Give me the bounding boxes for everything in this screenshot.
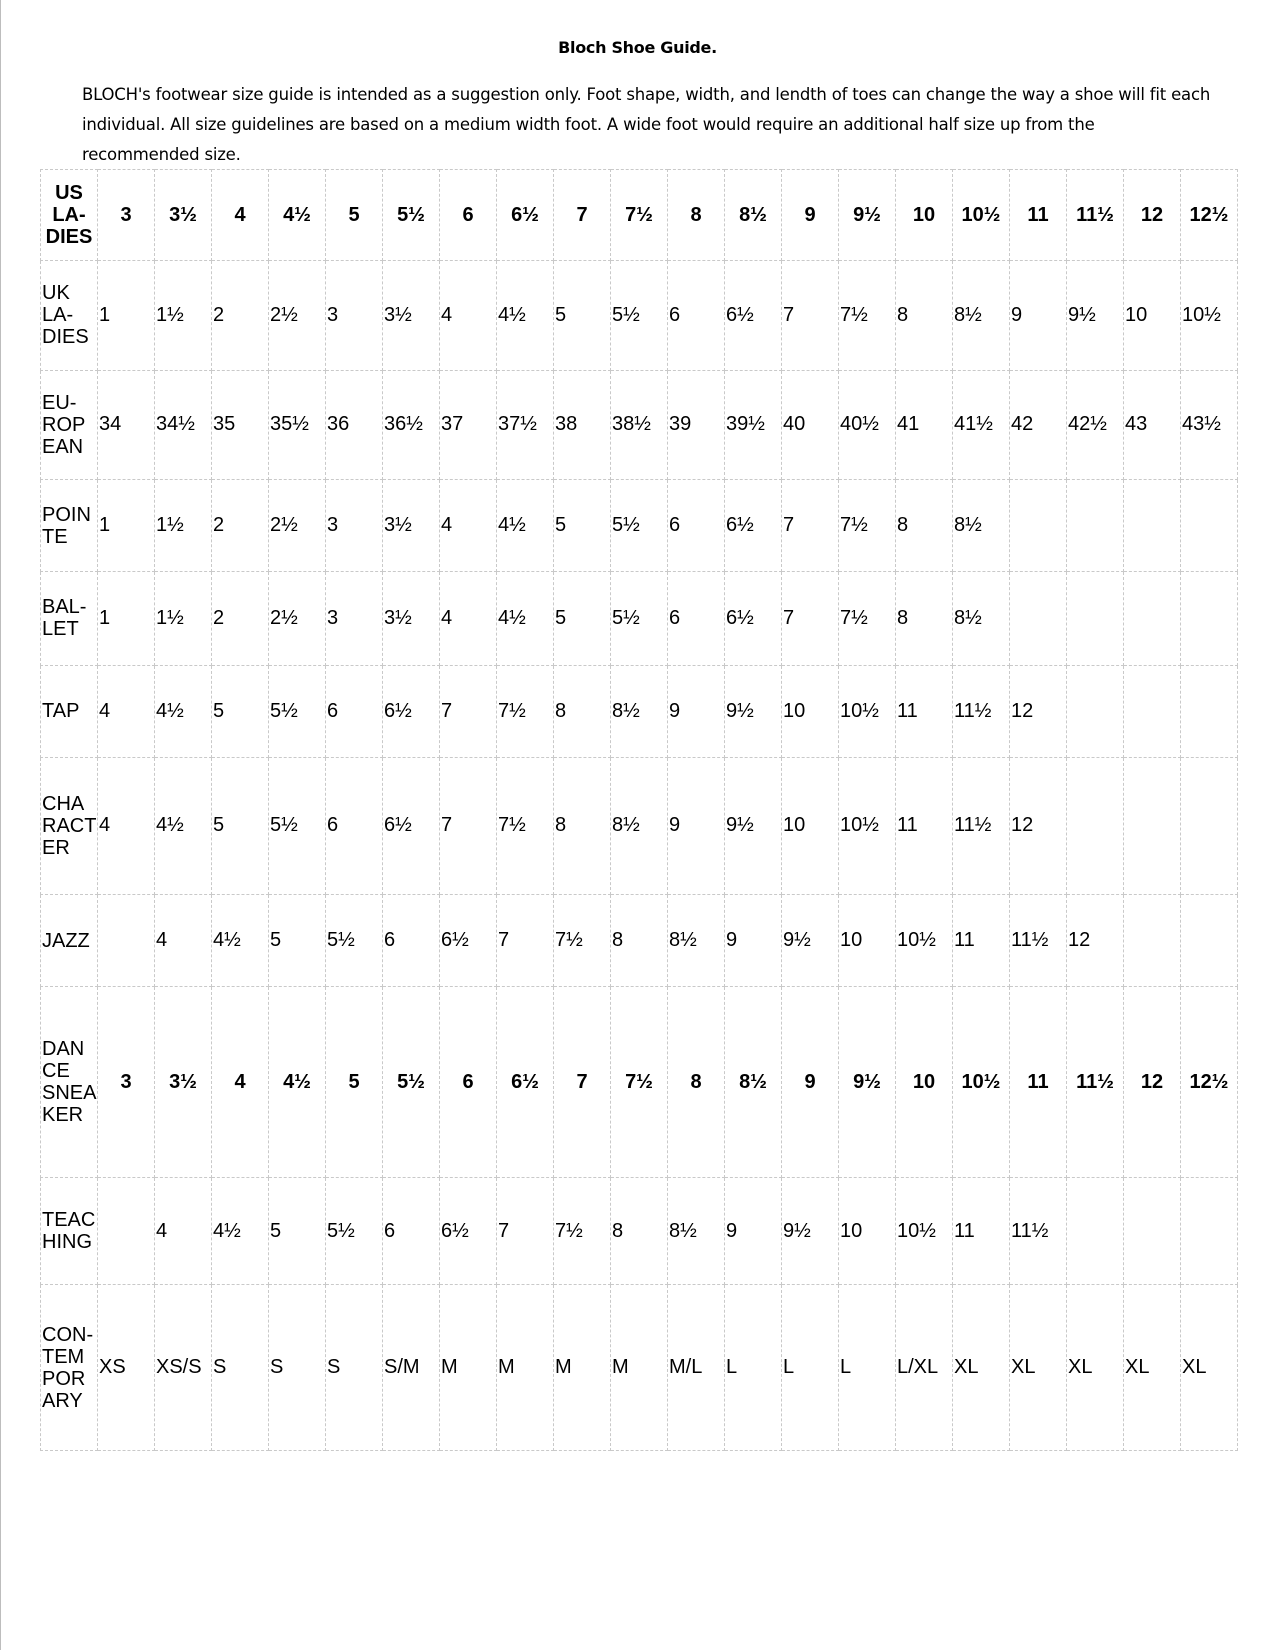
size-cell — [1124, 665, 1181, 757]
size-cell: 4 — [212, 170, 269, 261]
size-cell: 4½ — [155, 665, 212, 757]
size-cell: M/L — [668, 1285, 725, 1451]
size-cell — [1124, 1178, 1181, 1285]
size-cell: 10 — [782, 665, 839, 757]
size-cell: 6 — [440, 987, 497, 1178]
size-cell: 3 — [326, 479, 383, 571]
row-label: TEAC HING — [41, 1178, 98, 1285]
table-row — [41, 665, 1238, 757]
size-cell: 4½ — [212, 1178, 269, 1285]
size-cell: 8½ — [668, 895, 725, 987]
size-cell — [1124, 895, 1181, 987]
size-cell: 40½ — [839, 370, 896, 479]
size-cell: 9½ — [782, 895, 839, 987]
size-cell: XL — [1067, 1285, 1124, 1451]
size-cell: 34½ — [155, 370, 212, 479]
size-cell: 5½ — [383, 987, 440, 1178]
size-cell — [1124, 572, 1181, 665]
size-cell: 42½ — [1067, 370, 1124, 479]
size-cell: 4 — [212, 987, 269, 1178]
size-cell: 3½ — [383, 261, 440, 370]
size-cell: 8½ — [611, 757, 668, 894]
size-cell: 5½ — [326, 895, 383, 987]
row-label: US LA- DIES — [41, 170, 98, 261]
size-cell: 7½ — [839, 479, 896, 571]
size-cell: 41 — [896, 370, 953, 479]
size-cell: 9 — [782, 987, 839, 1178]
size-cell: 12 — [1124, 987, 1181, 1178]
table-row — [41, 1178, 1238, 1285]
size-cell: 5 — [326, 987, 383, 1178]
size-cell: 12 — [1010, 757, 1067, 894]
size-cell: 7 — [440, 665, 497, 757]
size-cell: 1 — [98, 572, 155, 665]
size-cell: 8 — [896, 479, 953, 571]
size-cell: 11 — [953, 1178, 1010, 1285]
size-cell: 9½ — [725, 665, 782, 757]
size-cell: 7½ — [554, 895, 611, 987]
size-cell: 8 — [668, 987, 725, 1178]
size-cell: S — [326, 1285, 383, 1451]
size-cell: 9 — [668, 665, 725, 757]
size-cell — [1181, 1178, 1238, 1285]
size-cell: 6½ — [725, 261, 782, 370]
table-row — [41, 895, 1238, 987]
size-cell: 39½ — [725, 370, 782, 479]
size-cell: 11 — [1010, 170, 1067, 261]
size-cell: S — [269, 1285, 326, 1451]
table-row — [41, 572, 1238, 665]
size-cell: 4½ — [269, 170, 326, 261]
size-cell: 5 — [554, 261, 611, 370]
size-cell: 43 — [1124, 370, 1181, 479]
size-cell: M — [440, 1285, 497, 1451]
size-cell: 38 — [554, 370, 611, 479]
size-cell — [1067, 572, 1124, 665]
size-cell: 8½ — [953, 261, 1010, 370]
table-row — [41, 1285, 1238, 1451]
size-cell: 1 — [98, 479, 155, 571]
size-cell: 5 — [326, 170, 383, 261]
size-cell: 6 — [668, 261, 725, 370]
size-cell: 4 — [440, 479, 497, 571]
size-cell: 8½ — [725, 170, 782, 261]
table-row — [41, 479, 1238, 571]
size-cell: 3½ — [383, 572, 440, 665]
size-cell: 7½ — [839, 261, 896, 370]
size-cell: 5 — [554, 572, 611, 665]
size-cell: 36½ — [383, 370, 440, 479]
size-cell: 5½ — [269, 665, 326, 757]
size-cell: 3½ — [383, 479, 440, 571]
size-cell: L — [725, 1285, 782, 1451]
size-cell: 8½ — [668, 1178, 725, 1285]
size-cell: 6½ — [725, 572, 782, 665]
size-cell: 11 — [896, 665, 953, 757]
size-cell: 11½ — [1010, 895, 1067, 987]
size-cell — [1181, 757, 1238, 894]
size-cell: XL — [953, 1285, 1010, 1451]
size-cell: 8 — [611, 895, 668, 987]
size-cell: 9½ — [725, 757, 782, 894]
size-cell: 35½ — [269, 370, 326, 479]
size-cell: 9 — [1010, 261, 1067, 370]
size-cell: 9 — [725, 1178, 782, 1285]
size-cell: 10 — [839, 1178, 896, 1285]
size-cell: 2½ — [269, 572, 326, 665]
size-cell: 37½ — [497, 370, 554, 479]
size-cell: 6 — [383, 1178, 440, 1285]
size-cell: 6½ — [440, 1178, 497, 1285]
document-title: Bloch Shoe Guide. — [558, 38, 717, 57]
size-cell — [1010, 479, 1067, 571]
size-cell: 1½ — [155, 572, 212, 665]
size-cell: 7½ — [611, 987, 668, 1178]
size-cell: 8½ — [953, 572, 1010, 665]
size-cell — [1067, 1178, 1124, 1285]
size-cell: 9 — [782, 170, 839, 261]
size-cell: 6 — [326, 757, 383, 894]
table-row — [41, 757, 1238, 894]
size-cell — [1124, 757, 1181, 894]
size-cell: 5½ — [611, 261, 668, 370]
size-cell: 10 — [896, 170, 953, 261]
size-cell: 5½ — [269, 757, 326, 894]
size-cell: 2 — [212, 572, 269, 665]
size-cell: 10 — [896, 987, 953, 1178]
size-cell: XL — [1181, 1285, 1238, 1451]
size-cell: 7 — [782, 572, 839, 665]
size-cell: 6½ — [725, 479, 782, 571]
row-label: CON- TEM POR ARY — [41, 1285, 98, 1451]
size-cell: 7 — [554, 987, 611, 1178]
size-cell: 11 — [1010, 987, 1067, 1178]
size-cell: 10½ — [839, 665, 896, 757]
size-cell: 5½ — [611, 479, 668, 571]
size-cell: 10½ — [839, 757, 896, 894]
row-label: TAP — [41, 665, 98, 757]
size-cell: S — [212, 1285, 269, 1451]
row-label: UK LA- DIES — [41, 261, 98, 370]
size-cell: 4 — [155, 1178, 212, 1285]
size-cell — [98, 1178, 155, 1285]
size-cell: 4 — [155, 895, 212, 987]
size-cell: 10½ — [953, 987, 1010, 1178]
size-cell: 10½ — [953, 170, 1010, 261]
size-cell: 42 — [1010, 370, 1067, 479]
size-cell: 4½ — [269, 987, 326, 1178]
size-cell: 2 — [212, 479, 269, 571]
size-cell: 4 — [98, 665, 155, 757]
size-cell — [1181, 665, 1238, 757]
size-cell: 10 — [839, 895, 896, 987]
size-cell: 10 — [1124, 261, 1181, 370]
size-cell: 6 — [326, 665, 383, 757]
size-cell: 9½ — [839, 987, 896, 1178]
size-cell: 9½ — [839, 170, 896, 261]
size-cell: 7 — [497, 1178, 554, 1285]
size-cell: 36 — [326, 370, 383, 479]
size-cell: 11 — [896, 757, 953, 894]
size-cell: 3 — [326, 261, 383, 370]
size-cell: 8 — [896, 572, 953, 665]
size-cell: 8½ — [611, 665, 668, 757]
size-cell — [1181, 895, 1238, 987]
row-label: EU- ROP EAN — [41, 370, 98, 479]
size-cell: 7 — [782, 261, 839, 370]
size-cell: 1½ — [155, 261, 212, 370]
size-cell: S/M — [383, 1285, 440, 1451]
size-cell: 5 — [554, 479, 611, 571]
size-cell: 39 — [668, 370, 725, 479]
row-label: POIN TE — [41, 479, 98, 571]
size-cell: 5½ — [611, 572, 668, 665]
size-cell: 7½ — [611, 170, 668, 261]
size-cell: 3 — [326, 572, 383, 665]
row-label: CHA RACT ER — [41, 757, 98, 894]
size-cell: 3 — [98, 170, 155, 261]
size-cell: 1½ — [155, 479, 212, 571]
size-cell: XL — [1124, 1285, 1181, 1451]
table-row — [41, 370, 1238, 479]
page-left-edge — [0, 0, 1, 1650]
size-cell: 12 — [1124, 170, 1181, 261]
size-cell: 6½ — [497, 170, 554, 261]
size-cell: 2½ — [269, 261, 326, 370]
size-cell — [98, 895, 155, 987]
size-cell: 7 — [782, 479, 839, 571]
size-cell: XS/S — [155, 1285, 212, 1451]
size-cell: 2½ — [269, 479, 326, 571]
size-cell: 6 — [440, 170, 497, 261]
size-cell: 7½ — [497, 757, 554, 894]
size-cell: L — [782, 1285, 839, 1451]
size-cell — [1124, 479, 1181, 571]
size-cell: 1 — [98, 261, 155, 370]
table-row — [41, 261, 1238, 370]
size-cell: 4½ — [497, 479, 554, 571]
size-cell: 9 — [668, 757, 725, 894]
size-cell: 6½ — [440, 895, 497, 987]
size-cell: 8 — [554, 757, 611, 894]
size-cell: 6½ — [383, 665, 440, 757]
size-cell — [1067, 479, 1124, 571]
size-cell: 4½ — [497, 261, 554, 370]
size-cell: 10 — [782, 757, 839, 894]
size-cell: 7 — [554, 170, 611, 261]
size-cell: 9 — [725, 895, 782, 987]
size-cell: 35 — [212, 370, 269, 479]
header-row — [41, 170, 1238, 261]
size-cell: 10½ — [896, 1178, 953, 1285]
size-cell: 10½ — [1181, 261, 1238, 370]
size-cell: 5½ — [326, 1178, 383, 1285]
size-cell: 4 — [98, 757, 155, 894]
size-cell: 43½ — [1181, 370, 1238, 479]
size-cell — [1067, 665, 1124, 757]
size-cell: 38½ — [611, 370, 668, 479]
size-cell: 37 — [440, 370, 497, 479]
size-cell: 8 — [896, 261, 953, 370]
size-cell: 11½ — [1010, 1178, 1067, 1285]
size-cell: 11½ — [953, 665, 1010, 757]
size-cell: 7 — [440, 757, 497, 894]
size-cell: M — [611, 1285, 668, 1451]
size-cell: 11 — [953, 895, 1010, 987]
size-cell — [1181, 572, 1238, 665]
size-cell: 6½ — [383, 757, 440, 894]
size-cell: 11½ — [1067, 170, 1124, 261]
size-cell: 4½ — [155, 757, 212, 894]
size-cell: 41½ — [953, 370, 1010, 479]
size-cell: 8½ — [725, 987, 782, 1178]
row-label: BAL- LET — [41, 572, 98, 665]
size-cell: 8 — [611, 1178, 668, 1285]
size-cell — [1010, 572, 1067, 665]
size-cell: M — [554, 1285, 611, 1451]
intro-paragraph: BLOCH's footwear size guide is intended as a suggestion only. Foot shape, width, and lendth of toes can change the way a shoe will fit each individual. All size guidelines are based on a medium width foot. A wide foot would require an additional half size up from the recommended size. — [82, 85, 1211, 164]
size-cell: 11½ — [1067, 987, 1124, 1178]
size-cell: 11½ — [953, 757, 1010, 894]
size-cell: 8 — [554, 665, 611, 757]
size-cell: 2 — [212, 261, 269, 370]
size-cell: 12½ — [1181, 987, 1238, 1178]
size-cell: 4½ — [497, 572, 554, 665]
size-cell: 4½ — [212, 895, 269, 987]
size-cell: 5 — [269, 1178, 326, 1285]
size-cell: 7 — [497, 895, 554, 987]
size-cell: 12 — [1067, 895, 1124, 987]
size-cell: 3 — [98, 987, 155, 1178]
size-cell: 5 — [212, 665, 269, 757]
size-cell: 12½ — [1181, 170, 1238, 261]
size-cell: 12 — [1010, 665, 1067, 757]
size-cell: 10½ — [896, 895, 953, 987]
size-cell: 7½ — [554, 1178, 611, 1285]
size-cell: 5 — [269, 895, 326, 987]
size-cell: L — [839, 1285, 896, 1451]
size-cell: 3½ — [155, 987, 212, 1178]
size-cell: XS — [98, 1285, 155, 1451]
size-cell: 3½ — [155, 170, 212, 261]
size-cell: 9½ — [782, 1178, 839, 1285]
size-cell: 34 — [98, 370, 155, 479]
size-cell: 6 — [668, 479, 725, 571]
size-cell: 7½ — [497, 665, 554, 757]
size-cell: 40 — [782, 370, 839, 479]
size-cell: 9½ — [1067, 261, 1124, 370]
size-cell: 5½ — [383, 170, 440, 261]
size-cell: 8 — [668, 170, 725, 261]
size-cell — [1067, 757, 1124, 894]
size-cell: 6 — [383, 895, 440, 987]
row-label: DAN CE SNEA KER — [41, 987, 98, 1178]
size-cell — [1181, 479, 1238, 571]
size-cell: XL — [1010, 1285, 1067, 1451]
size-cell: 4 — [440, 261, 497, 370]
table-row — [41, 987, 1238, 1178]
row-label: JAZZ — [41, 895, 98, 987]
size-cell: M — [497, 1285, 554, 1451]
size-cell: 5 — [212, 757, 269, 894]
size-cell: 6 — [668, 572, 725, 665]
size-cell: 4 — [440, 572, 497, 665]
size-cell: 7½ — [839, 572, 896, 665]
size-table — [40, 169, 1238, 1451]
size-cell: L/XL — [896, 1285, 953, 1451]
size-cell: 8½ — [953, 479, 1010, 571]
size-cell: 6½ — [497, 987, 554, 1178]
